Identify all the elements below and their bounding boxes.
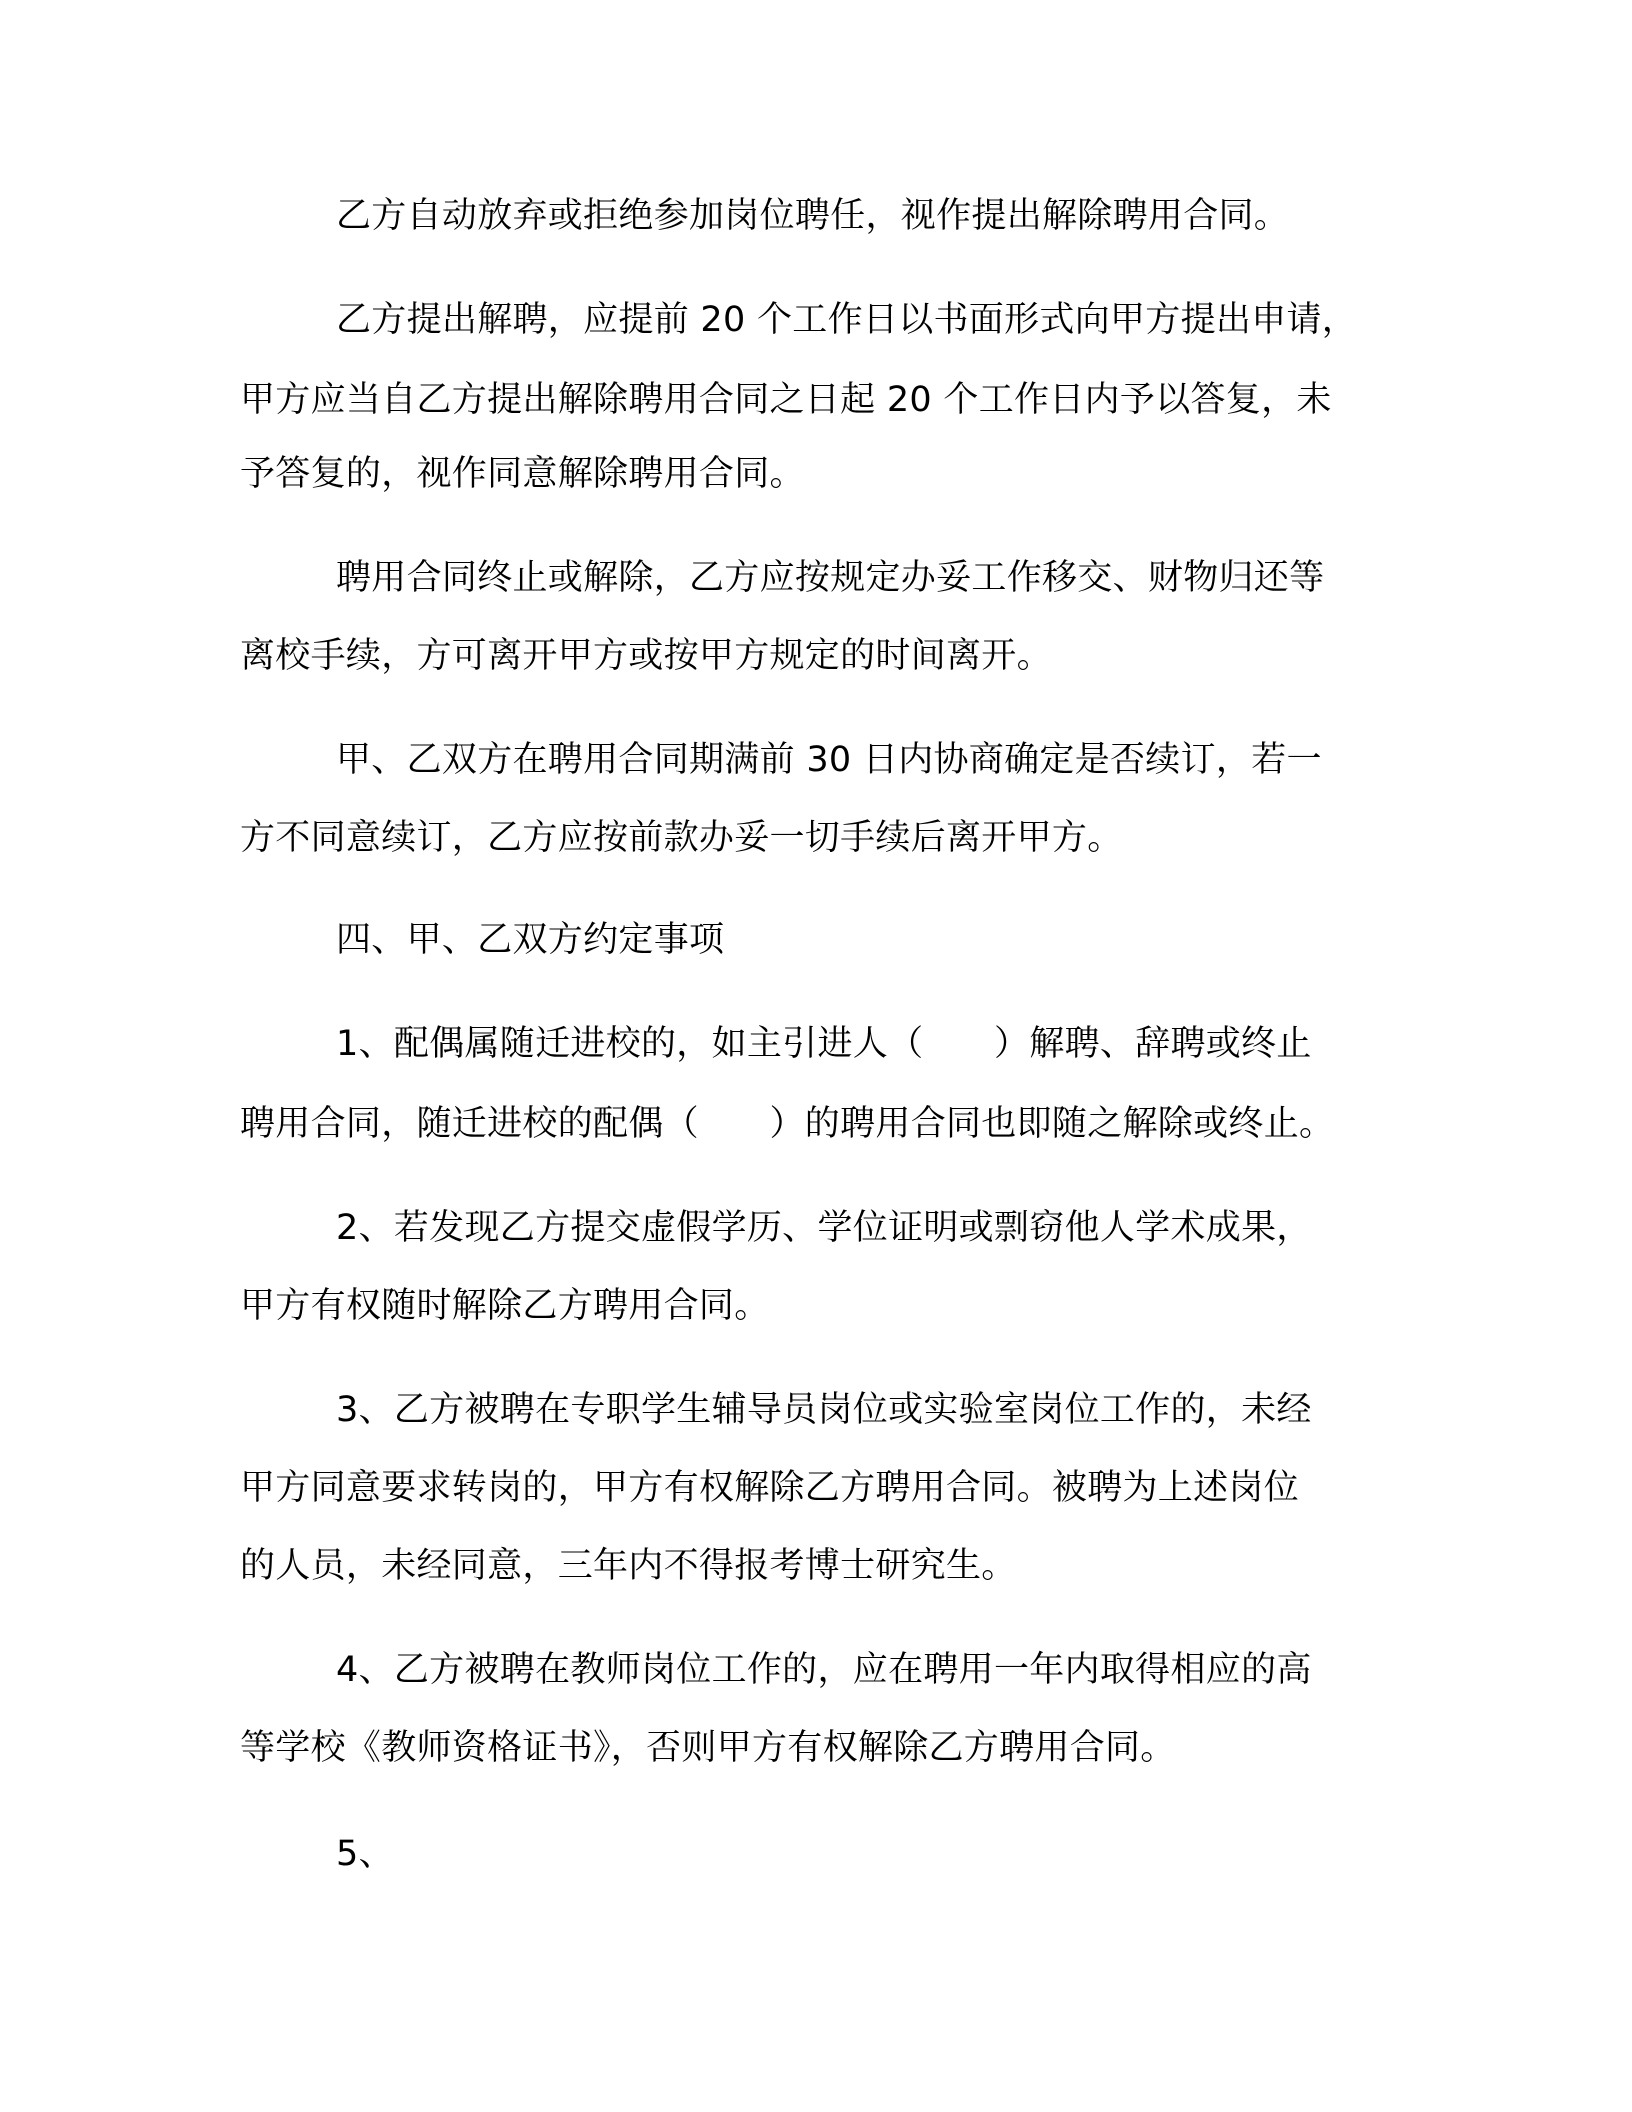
paragraph-line: 聘用合同，随迁进校的配偶（ ）的聘用合同也即随之解除或终止。 [240,1104,1335,1144]
paragraph-line: 3、乙方被聘在专职学生辅导员岗位或实验室岗位工作的，未经 [336,1390,1312,1430]
paragraph-line: 乙方自动放弃或拒绝参加岗位聘任，视作提出解除聘用合同。 [336,196,1290,236]
paragraph-line: 甲方应当自乙方提出解除聘用合同之日起 20 个工作日内予以答复，未 [240,380,1332,420]
paragraph-line: 离校手续，方可离开甲方或按甲方规定的时间离开。 [240,636,1052,676]
paragraph-line: 予答复的，视作同意解除聘用合同。 [240,454,805,494]
paragraph-line: 方不同意续订，乙方应按前款办妥一切手续后离开甲方。 [240,818,1123,858]
paragraph-line: 甲、乙双方在聘用合同期满前 30 日内协商确定是否续订，若一 [336,740,1322,780]
paragraph-line: 甲方同意要求转岗的，甲方有权解除乙方聘用合同。被聘为上述岗位 [240,1468,1300,1508]
section-heading: 四、甲、乙双方约定事项 [336,920,725,960]
paragraph-line: 2、若发现乙方提交虚假学历、学位证明或剽窃他人学术成果， [336,1208,1312,1248]
paragraph-line: 等学校《教师资格证书》，否则甲方有权解除乙方聘用合同。 [240,1728,1176,1768]
paragraph-line: 聘用合同终止或解除，乙方应按规定办妥工作移交、财物归还等 [336,558,1325,598]
paragraph-line: 5、 [336,1834,394,1874]
paragraph-line: 甲方有权随时解除乙方聘用合同。 [240,1286,770,1326]
paragraph-line: 4、乙方被聘在教师岗位工作的，应在聘用一年内取得相应的高 [336,1650,1312,1690]
paragraph-line: 1、配偶属随迁进校的，如主引进人（ ）解聘、辞聘或终止 [336,1024,1312,1064]
paragraph-line: 的人员，未经同意，三年内不得报考博士研究生。 [240,1546,1017,1586]
paragraph-line: 乙方提出解聘，应提前 20 个工作日以书面形式向甲方提出申请， [336,300,1358,340]
